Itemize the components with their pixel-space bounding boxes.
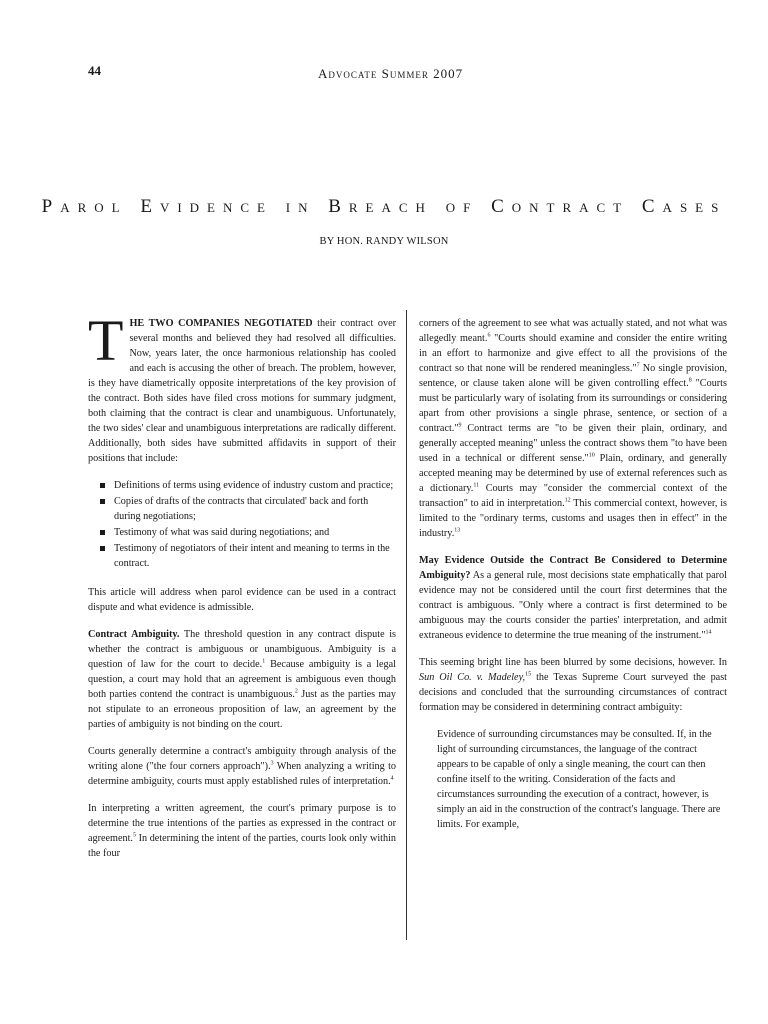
footnote-ref: 3	[270, 760, 274, 767]
drop-cap: T	[88, 308, 124, 373]
paragraph-text: Courts generally determine a contract's ambiguity through analysis of the writing alone ("the four corners approach").	[88, 746, 396, 772]
running-head: Advocate Summer 2007	[318, 66, 464, 81]
paragraph-text: "Courts should examine and consider the entire writing in an effort to harmonize and give effect to all the provisions of the contract so that none will be rendered meaningless."	[419, 333, 727, 374]
lead-in: HE TWO COMPANIES NEGOTIATED	[129, 318, 313, 329]
footnote-ref: 1	[262, 658, 266, 665]
footnote-ref: 5	[132, 832, 136, 839]
intro-paragraph	[88, 308, 396, 466]
paragraph-text: corners of the agreement to see what was actually stated, and not what was allegedly meant.	[419, 318, 727, 344]
footnote-ref: 11	[473, 482, 480, 489]
footnote-ref: 4	[390, 775, 394, 782]
footnote-ref: 13	[454, 527, 461, 534]
paragraph-text: The threshold question in any contract dispute is whether the contract is ambiguous or unambiguous. Ambiguity is a question of law for the court to decide.	[88, 629, 396, 670]
block-quote: Evidence of surrounding circumstances may be consulted. If, in the light of surrounding circumstances, the language of the contract appears to be capable of only a single meaning, the court can then confine itself to the writing. Consideration of the facts and circumstances surrounding the execution of a contract, however, is simply an aid in the construction of the contract's language. There are limits. For example,	[437, 729, 721, 830]
paragraph-text: In determining the intent of the parties, courts look only within the four	[88, 833, 396, 859]
four-corners-paragraph	[88, 744, 396, 789]
footnote-ref: 10	[588, 452, 595, 459]
footnote-ref: 2	[294, 688, 298, 695]
page-number: 44	[88, 63, 101, 78]
bright-line-paragraph	[419, 655, 727, 715]
paragraph-text: Contract terms are "to be given their plain, ordinary, and generally accepted meaning" unless the contract shows them "to have been used in a technical or different sense."	[419, 423, 727, 464]
footnote-ref: 9	[458, 422, 462, 429]
paragraph-text: No single provision, sentence, or clause taken alone will be given controlling effect.	[419, 363, 728, 389]
paragraph-text: Just as the parties may not stipulate to an erroneous proposition of law, an agreement by the parties of ambiguity is not binding on the court.	[88, 689, 396, 730]
section-heading: Contract Ambiguity.	[88, 629, 180, 640]
footnote-ref: 8	[688, 377, 692, 384]
paragraph-text: Because ambiguity is a legal question, a court may hold that an agreement is ambiguous even though both parties contend the contract is unambiguous.	[88, 659, 396, 700]
list-item: Testimony of what was said during negotiations; and	[100, 525, 396, 540]
paragraph-text: "Courts must be particularly wary of isolating from its surroundings or considering apart from other provisions a single phrase, sentence, or section of a contract."	[419, 378, 727, 434]
evidence-outside-paragraph	[419, 553, 727, 643]
footnote-ref: 12	[564, 497, 571, 504]
column-divider	[406, 310, 407, 940]
article-title: Parol Evidence in Breach of Contract Cases	[41, 196, 727, 217]
four-corners-continued-paragraph	[419, 316, 727, 541]
article-scope-paragraph: This article will address when parol evidence can be used in a contract dispute and what evidence is admissible.	[88, 587, 396, 613]
byline: BY HON. RANDY WILSON	[319, 236, 449, 247]
paragraph-text: the Texas Supreme Court surveyed the past decisions and concluded that the surrounding circumstances of contract formation may be considered in determining contract ambiguity:	[419, 672, 727, 713]
case-name: Sun Oil Co. v. Madeley,	[419, 672, 526, 683]
paragraph-text: This commercial context, however, is limited to the "ordinary terms, customs and usages then in effect" in the industry.	[419, 498, 727, 539]
interpretation-paragraph	[88, 801, 396, 861]
list-item: Definitions of terms using evidence of industry custom and practice;	[100, 478, 396, 493]
paragraph-text: Plain, ordinary, and generally accepted meaning may be determined by use of external references such as a dictionary.	[419, 453, 728, 494]
intro-text: their contract over several months and believed they had resolved all difficulties. Now, years later, the once harmonious relationship has cooled and each is accusing the other of breach. The problem, however, is they have diametrically opposite interpretations of the key provision of the contract. Both sides have filed cross motions for summary judgment, both claiming that the contract is clear and unambiguous. Unfortunately, the two sides' clear and unambiguous interpretations are radically different. Additionally, both sides have submitted affidavits in support of their positions that include:	[88, 318, 396, 464]
evidence-list	[100, 478, 396, 571]
footnote-ref: 15	[525, 671, 532, 678]
footnote-ref: 7	[636, 362, 640, 369]
footnote-ref: 6	[487, 332, 491, 339]
list-item: Testimony of negotiators of their intent and meaning to terms in the contract.	[100, 541, 396, 571]
footnote-ref: 14	[705, 629, 712, 636]
paragraph-text: When analyzing a writing to determine ambiguity, courts must apply established rules of interpretation.	[88, 761, 396, 787]
list-item: Copies of drafts of the contracts that circulated' back and forth during negotiations;	[100, 494, 396, 524]
paragraph-text: This seeming bright line has been blurred by some decisions, however. In	[419, 657, 727, 668]
left-column	[88, 308, 396, 873]
right-column	[419, 316, 727, 832]
contract-ambiguity-paragraph	[88, 627, 396, 732]
section-heading: May Evidence Outside the Contract Be Considered to Determine Ambiguity?	[419, 555, 727, 581]
paragraph-text: As a general rule, most decisions state emphatically that parol evidence may not be considered until the court first determines that the contract is ambiguous. "Only where a contract is first determined to be ambiguous may the courts consider the parties' interpretation, and admit extraneous evidence to determine the true meaning of the instrument."	[419, 570, 727, 641]
paragraph-text: Courts may "consider the commercial context of the transaction" to aid in interpretation.	[419, 483, 727, 509]
paragraph-text: In interpreting a written agreement, the court's primary purpose is to determine the true intentions of the parties as expressed in the contract or agreement.	[88, 803, 396, 844]
